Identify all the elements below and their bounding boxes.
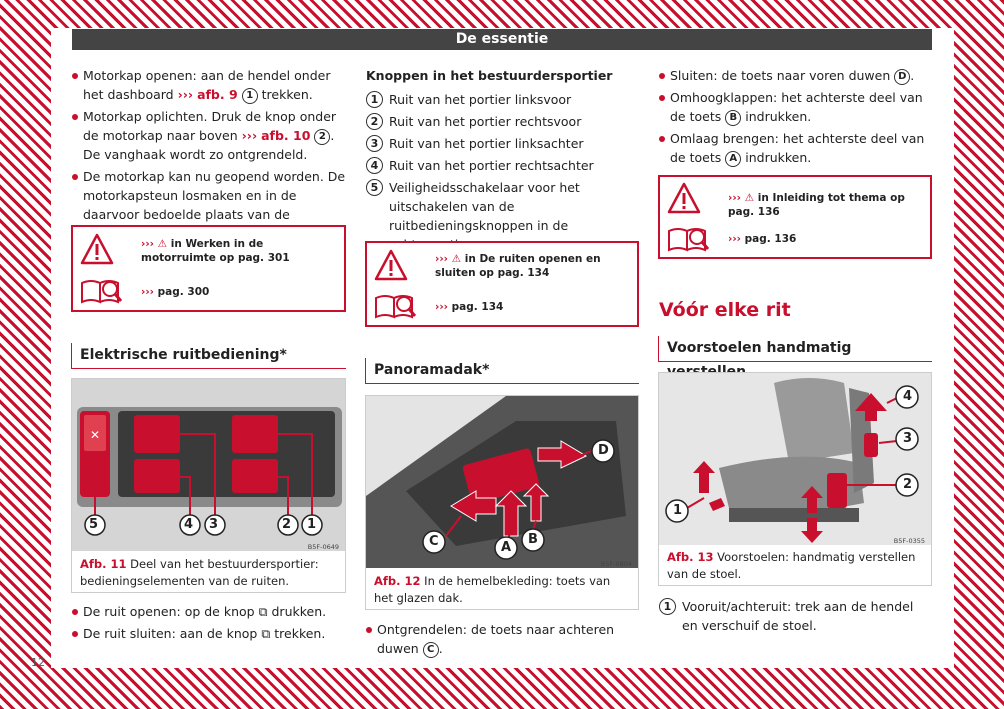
window-switch-icon: ⧉ [261, 626, 271, 641]
callout-A: A [501, 540, 512, 555]
warning-ref[interactable]: ››› ⚠ in Inleiding tot thema op pag. 136 [728, 192, 905, 218]
list-item: 2 Ruit van het portier rechtsvoor [366, 112, 638, 131]
callout-4: 4 [184, 517, 194, 532]
callout-B: B [528, 532, 538, 547]
callout-number: 1 [242, 88, 258, 104]
figure-11 [71, 378, 346, 593]
figure-code: B5F-0804 [600, 560, 632, 568]
warning-box-3 [658, 175, 932, 259]
section-title-electric-windows: Elektrische ruitbediening* [71, 343, 346, 369]
column-3 [659, 66, 932, 170]
column-1-lower [72, 602, 348, 646]
button-list [366, 90, 638, 254]
callout-2: 2 [903, 477, 913, 492]
warning-triangle-icon [667, 182, 701, 214]
warning-box-2 [365, 241, 639, 327]
callout-5: 5 [89, 517, 99, 532]
figure-13-caption: Afb. 13 Voorstoelen: handmatig verstellen van de stoel. [667, 550, 916, 581]
svg-text:✕: ✕ [89, 428, 101, 442]
bullet-window-open: De ruit openen: op de knop ⧉ drukken. [72, 602, 348, 621]
callout-1: 1 [307, 517, 317, 532]
bullet-tilt-down: Omlaag brengen: het achterste deel van de toets A indrukken. [659, 129, 932, 167]
bullet-unlock: Ontgrendelen: de toets naar achteren duwen C . [366, 620, 638, 658]
warning-box-1 [71, 225, 346, 312]
bullet-hood-lift: Motorkap oplichten. Druk de knop onder de motorkap naar boven ››› afb. 10 2 . De vanghaak wordt zo ontgrendeld. [72, 107, 348, 164]
callout-2: 2 [282, 517, 292, 532]
section-title-panorama-roof: Panoramadak* [365, 358, 639, 384]
figure-12-image [366, 396, 638, 568]
list-title: Knoppen in het bestuurdersportier [366, 68, 613, 83]
figure-code: B5F-0649 [307, 543, 339, 551]
column-1 [72, 66, 348, 246]
figure-13-image [659, 373, 931, 545]
list-item: 3 Ruit van het portier linksachter [366, 134, 638, 153]
figure-ref-link[interactable]: afb. 9 [197, 87, 238, 102]
callout-3: 3 [903, 431, 913, 446]
page-number: 12 [31, 656, 45, 669]
bullet-hood-support: De motorkap kan nu geopend worden. De motorkapsteun losmaken en in de daarvoor bedoelde plaats van de [72, 167, 348, 243]
window-switch-icon: ⧉ [258, 604, 268, 619]
book-ref[interactable]: ››› pag. 134 [435, 301, 504, 313]
figure-code: B5F-0355 [893, 537, 925, 545]
figure-13 [658, 372, 932, 586]
bullet-window-close: De ruit sluiten: aan de knop ⧉ trekken. [72, 624, 348, 643]
list-item: 4 Ruit van het portier rechtsachter [366, 156, 638, 175]
callout-4: 4 [903, 389, 913, 404]
list-item: 5 Veiligheidsschakelaar voor het uitschakelen van de ruitbedieningsknoppen in de [366, 178, 638, 254]
bullet-close: Sluiten: de toets naar voren duwen D . [659, 66, 932, 85]
book-search-icon [374, 292, 416, 320]
callout-C: C [429, 534, 439, 549]
book-ref[interactable]: ››› pag. 300 [141, 286, 210, 298]
column-3-lower [659, 597, 932, 638]
list-item: 1 Ruit van het portier linksvoor [366, 90, 638, 109]
list-item: 1 Vooruit/achteruit: trek aan de hendel en verschuif de stoel. [659, 597, 932, 635]
callout-3: 3 [209, 517, 219, 532]
book-search-icon [667, 225, 709, 253]
callout-1: 1 [673, 503, 683, 518]
chapter-title: Vóór elke rit [659, 299, 791, 321]
column-2 [366, 66, 638, 257]
warning-ref[interactable]: ››› ⚠ in Werken in de motorruimte op pag. 301 [141, 238, 290, 264]
book-search-icon [80, 277, 122, 305]
bullet-tilt-up: Omhoogklappen: het achterste deel van de toets B indrukken. [659, 88, 932, 126]
bullet-hood-open: Motorkap openen: aan de hendel onder het dashboard ››› afb. 9 1 trekken. [72, 66, 348, 104]
warning-ref[interactable]: ››› ⚠ in De ruiten openen en sluiten op pag. 134 [435, 253, 601, 279]
section-title-front-seats: Voorstoelen handmatig [658, 336, 932, 362]
figure-11-image [72, 379, 345, 551]
callout-D: D [598, 443, 609, 458]
arrows: ››› [177, 87, 194, 102]
warning-triangle-icon [80, 233, 114, 265]
warning-triangle-icon [374, 249, 408, 281]
column-2-lower [366, 620, 638, 661]
figure-11-caption: Afb. 11 Deel van het bestuurdersportier: bedieningselementen van de ruiten. [80, 557, 319, 588]
book-ref[interactable]: ››› pag. 136 [728, 233, 797, 245]
figure-12-caption: Afb. 12 In de hemelbekleding: toets van het glazen dak. [374, 574, 611, 605]
header-bar: De essentie [72, 29, 932, 50]
figure-12 [365, 395, 639, 610]
figure-ref-link[interactable]: afb. 10 [261, 128, 311, 143]
